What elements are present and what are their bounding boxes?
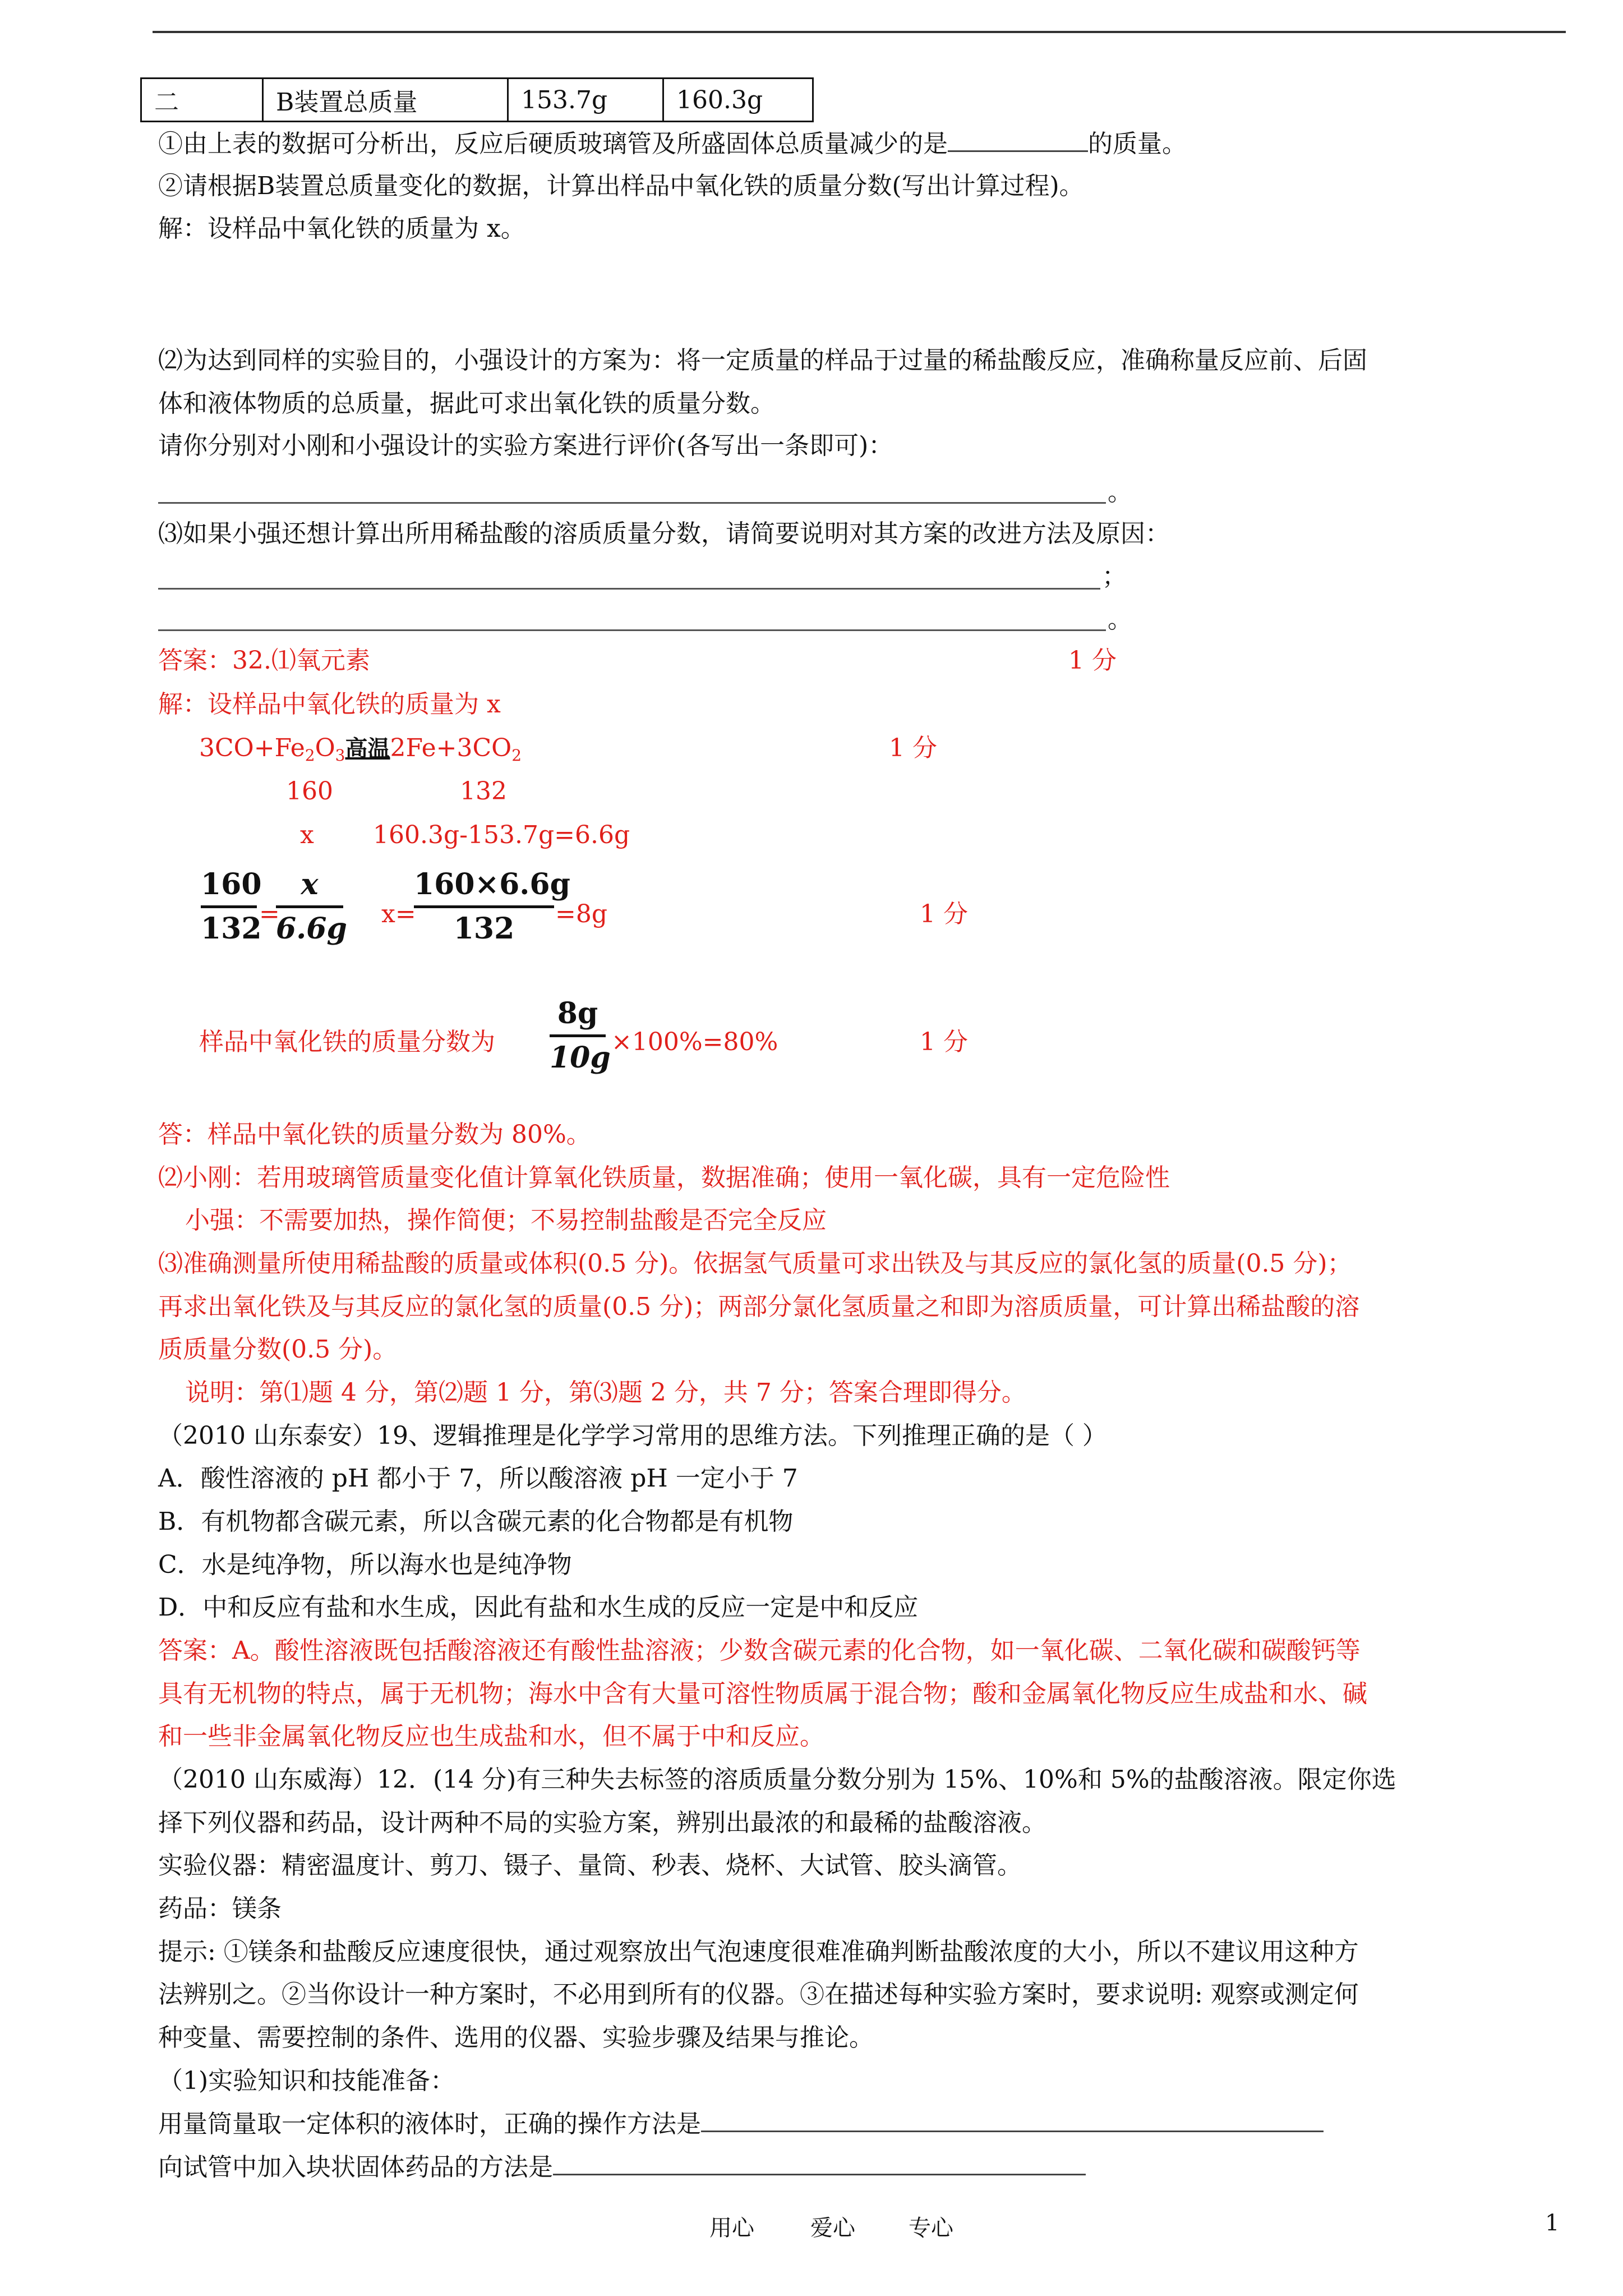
question-line: 种变量、需要控制的条件、选用的仪器、实验步骤及结果与推论。	[158, 2023, 874, 2052]
question-line: 法辨别之。②当你设计一种方案时，不必用到所有的仪器。③在描述每种实验方案时，要求说明: 观察或测定何	[158, 1980, 1359, 2009]
fraction: 160×6.6g 132	[414, 867, 570, 946]
question-line: 解：设样品中氧化铁的质量为 x。	[158, 214, 525, 243]
question-line: 实验仪器：精密温度计、剪刀、镊子、量筒、秒表、烧杯、大试管、胶头滴管。	[158, 1851, 1022, 1880]
question-line: 体和液体物质的总质量，据此可求出氧化铁的质量分数。	[158, 389, 775, 418]
footer-text: 用心	[709, 2215, 754, 2241]
percentage-label: 样品中氧化铁的质量分数为	[199, 1028, 495, 1056]
question-line: ②请根据B装置总质量变化的数据，计算出样品中氧化铁的质量分数(写出计算过程)。	[158, 172, 1084, 200]
header-rule	[153, 31, 1566, 33]
question-line: ⑵为达到同样的实验目的，小强设计的方案为：将一定质量的样品于过量的稀盐酸反应，准确称量反应前、后固	[158, 346, 1367, 375]
table-cell: 160.3g	[663, 79, 813, 122]
option-c: C．水是纯净物，所以海水也是纯净物	[158, 1550, 572, 1579]
page-number: 1	[1545, 2210, 1560, 2236]
answer-line: 具有无机物的特点，属于无机物；海水中含有大量可溶性物质属于混合物；酸和金属氧化物反应生成盐和水、碱	[158, 1680, 1367, 1708]
question-line: （2010 山东威海）12．(14 分)有三种失去标签的溶质质量分数分别为 15%、10%和 5%的盐酸溶液。限定你选	[158, 1765, 1396, 1794]
equals-sign: =	[259, 900, 280, 928]
answer-line: 小强：不需要加热，操作简便；不易控制盐酸是否完全反应	[185, 1206, 827, 1235]
x-result: =8g	[555, 900, 608, 928]
question-line: 择下列仪器和药品，设计两种不局的实验方案，辨别出最浓的和最稀的盐酸溶液。	[158, 1809, 1046, 1837]
blank-end: 。	[1108, 478, 1132, 507]
answer-line: 答案：A。酸性溶液既包括酸溶液还有酸性盐溶液；少数含碳元素的化合物，如一氧化碳、二氧化碳和碳酸钙等	[158, 1636, 1361, 1665]
option-d: D．中和反应有盐和水生成，因此有盐和水生成的反应一定是中和反应	[158, 1593, 919, 1622]
answer-blank[interactable]	[158, 629, 1106, 631]
footer-text: 专心	[909, 2215, 953, 2241]
answer-line: 再求出氧化铁及与其反应的氯化氢的质量(0.5 分)；两部分氯化氢质量之和即为溶质质量，可计算出稀盐酸的溶	[158, 1292, 1360, 1321]
fraction: 160 132	[201, 867, 262, 946]
answer-line: ⑶准确测量所使用稀盐酸的质量或体积(0.5 分)。依据氢气质量可求出铁及与其反应的氯化氢的质量(0.5 分)；	[158, 1249, 1352, 1278]
footer-text: 爱心	[810, 2215, 855, 2241]
score: 1 分	[1068, 646, 1117, 675]
mass-difference: 160.3g-153.7g=6.6g	[373, 821, 630, 849]
table-cell: 二	[141, 79, 263, 122]
variable: x	[300, 821, 314, 849]
molar-mass: 132	[460, 777, 507, 806]
answer-line: 解：设样品中氧化铁的质量为 x	[158, 690, 501, 719]
question-line: 请你分别对小刚和小强设计的实验方案进行评价(各写出一条即可)：	[158, 431, 893, 460]
question-line: 向试管中加入块状固体药品的方法是	[158, 2151, 1086, 2183]
answer-line: 答案：32.⑴氧元素	[158, 646, 370, 675]
molar-mass: 160	[286, 777, 333, 806]
table-cell: 153.7g	[508, 79, 663, 122]
answer-line: 说明：第⑴题 4 分，第⑵题 1 分，第⑶题 2 分，共 7 分；答案合理即得分。	[185, 1378, 1026, 1407]
chemical-equation: $3CO+Fe_2O_3$高温$2Fe+3CO_2$	[199, 734, 522, 765]
question-line: （1)实验知识和技能准备：	[158, 2067, 455, 2095]
answer-line: 质质量分数(0.5 分)。	[158, 1335, 398, 1364]
score: 1 分	[889, 734, 937, 762]
question-line: 用量筒量取一定体积的液体时，正确的操作方法是	[158, 2108, 1324, 2140]
answer-blank[interactable]	[553, 2151, 1086, 2175]
score: 1 分	[920, 1028, 968, 1056]
blank-end: ；	[1102, 562, 1127, 591]
answer-blank[interactable]	[948, 128, 1088, 152]
table-cell: B装置总质量	[263, 79, 508, 122]
answer-blank[interactable]	[158, 588, 1100, 590]
answer-line: 和一些非金属氧化物反应也生成盐和水，但不属于中和反应。	[158, 1722, 824, 1751]
fraction: 8g 10g	[550, 996, 611, 1075]
answer-line: 答：样品中氧化铁的质量分数为 80%。	[158, 1120, 591, 1149]
question-line: 药品：镁条	[158, 1894, 282, 1923]
question-line: ⑶如果小强还想计算出所用稀盐酸的溶质质量分数，请简要说明对其方案的改进方法及原因：	[158, 519, 1170, 548]
fraction: x 6.6g	[276, 867, 347, 946]
table-row	[141, 79, 813, 122]
question-stem: （2010 山东泰安）19、逻辑推理是化学学习常用的思维方法。下列推理正确的是（ ）	[158, 1421, 1107, 1450]
option-a: A．酸性溶液的 pH 都小于 7，所以酸溶液 pH 一定小于 7	[158, 1464, 798, 1493]
question-line: ①由上表的数据可分析出，反应后硬质玻璃管及所盛固体总质量减少的是 的质量。	[158, 128, 1187, 160]
data-table	[140, 77, 814, 122]
answer-blank[interactable]	[158, 502, 1106, 504]
x-equals: x=	[381, 900, 416, 928]
reaction-condition: 高温	[345, 735, 390, 762]
answer-line: ⑵小刚：若用玻璃管质量变化值计算氧化铁质量，数据准确；使用一氧化碳，具有一定危险性	[158, 1163, 1170, 1192]
answer-blank[interactable]	[701, 2108, 1324, 2132]
percentage-result: ×100%=80%	[611, 1028, 778, 1056]
score: 1 分	[920, 900, 968, 928]
blank-end: 。	[1108, 605, 1132, 634]
option-b: B．有机物都含碳元素，所以含碳元素的化合物都是有机物	[158, 1507, 794, 1536]
question-line: 提示: ①镁条和盐酸反应速度很快，通过观察放出气泡速度很难准确判断盐酸浓度的大小，所以不建议用这种方	[158, 1938, 1359, 1966]
